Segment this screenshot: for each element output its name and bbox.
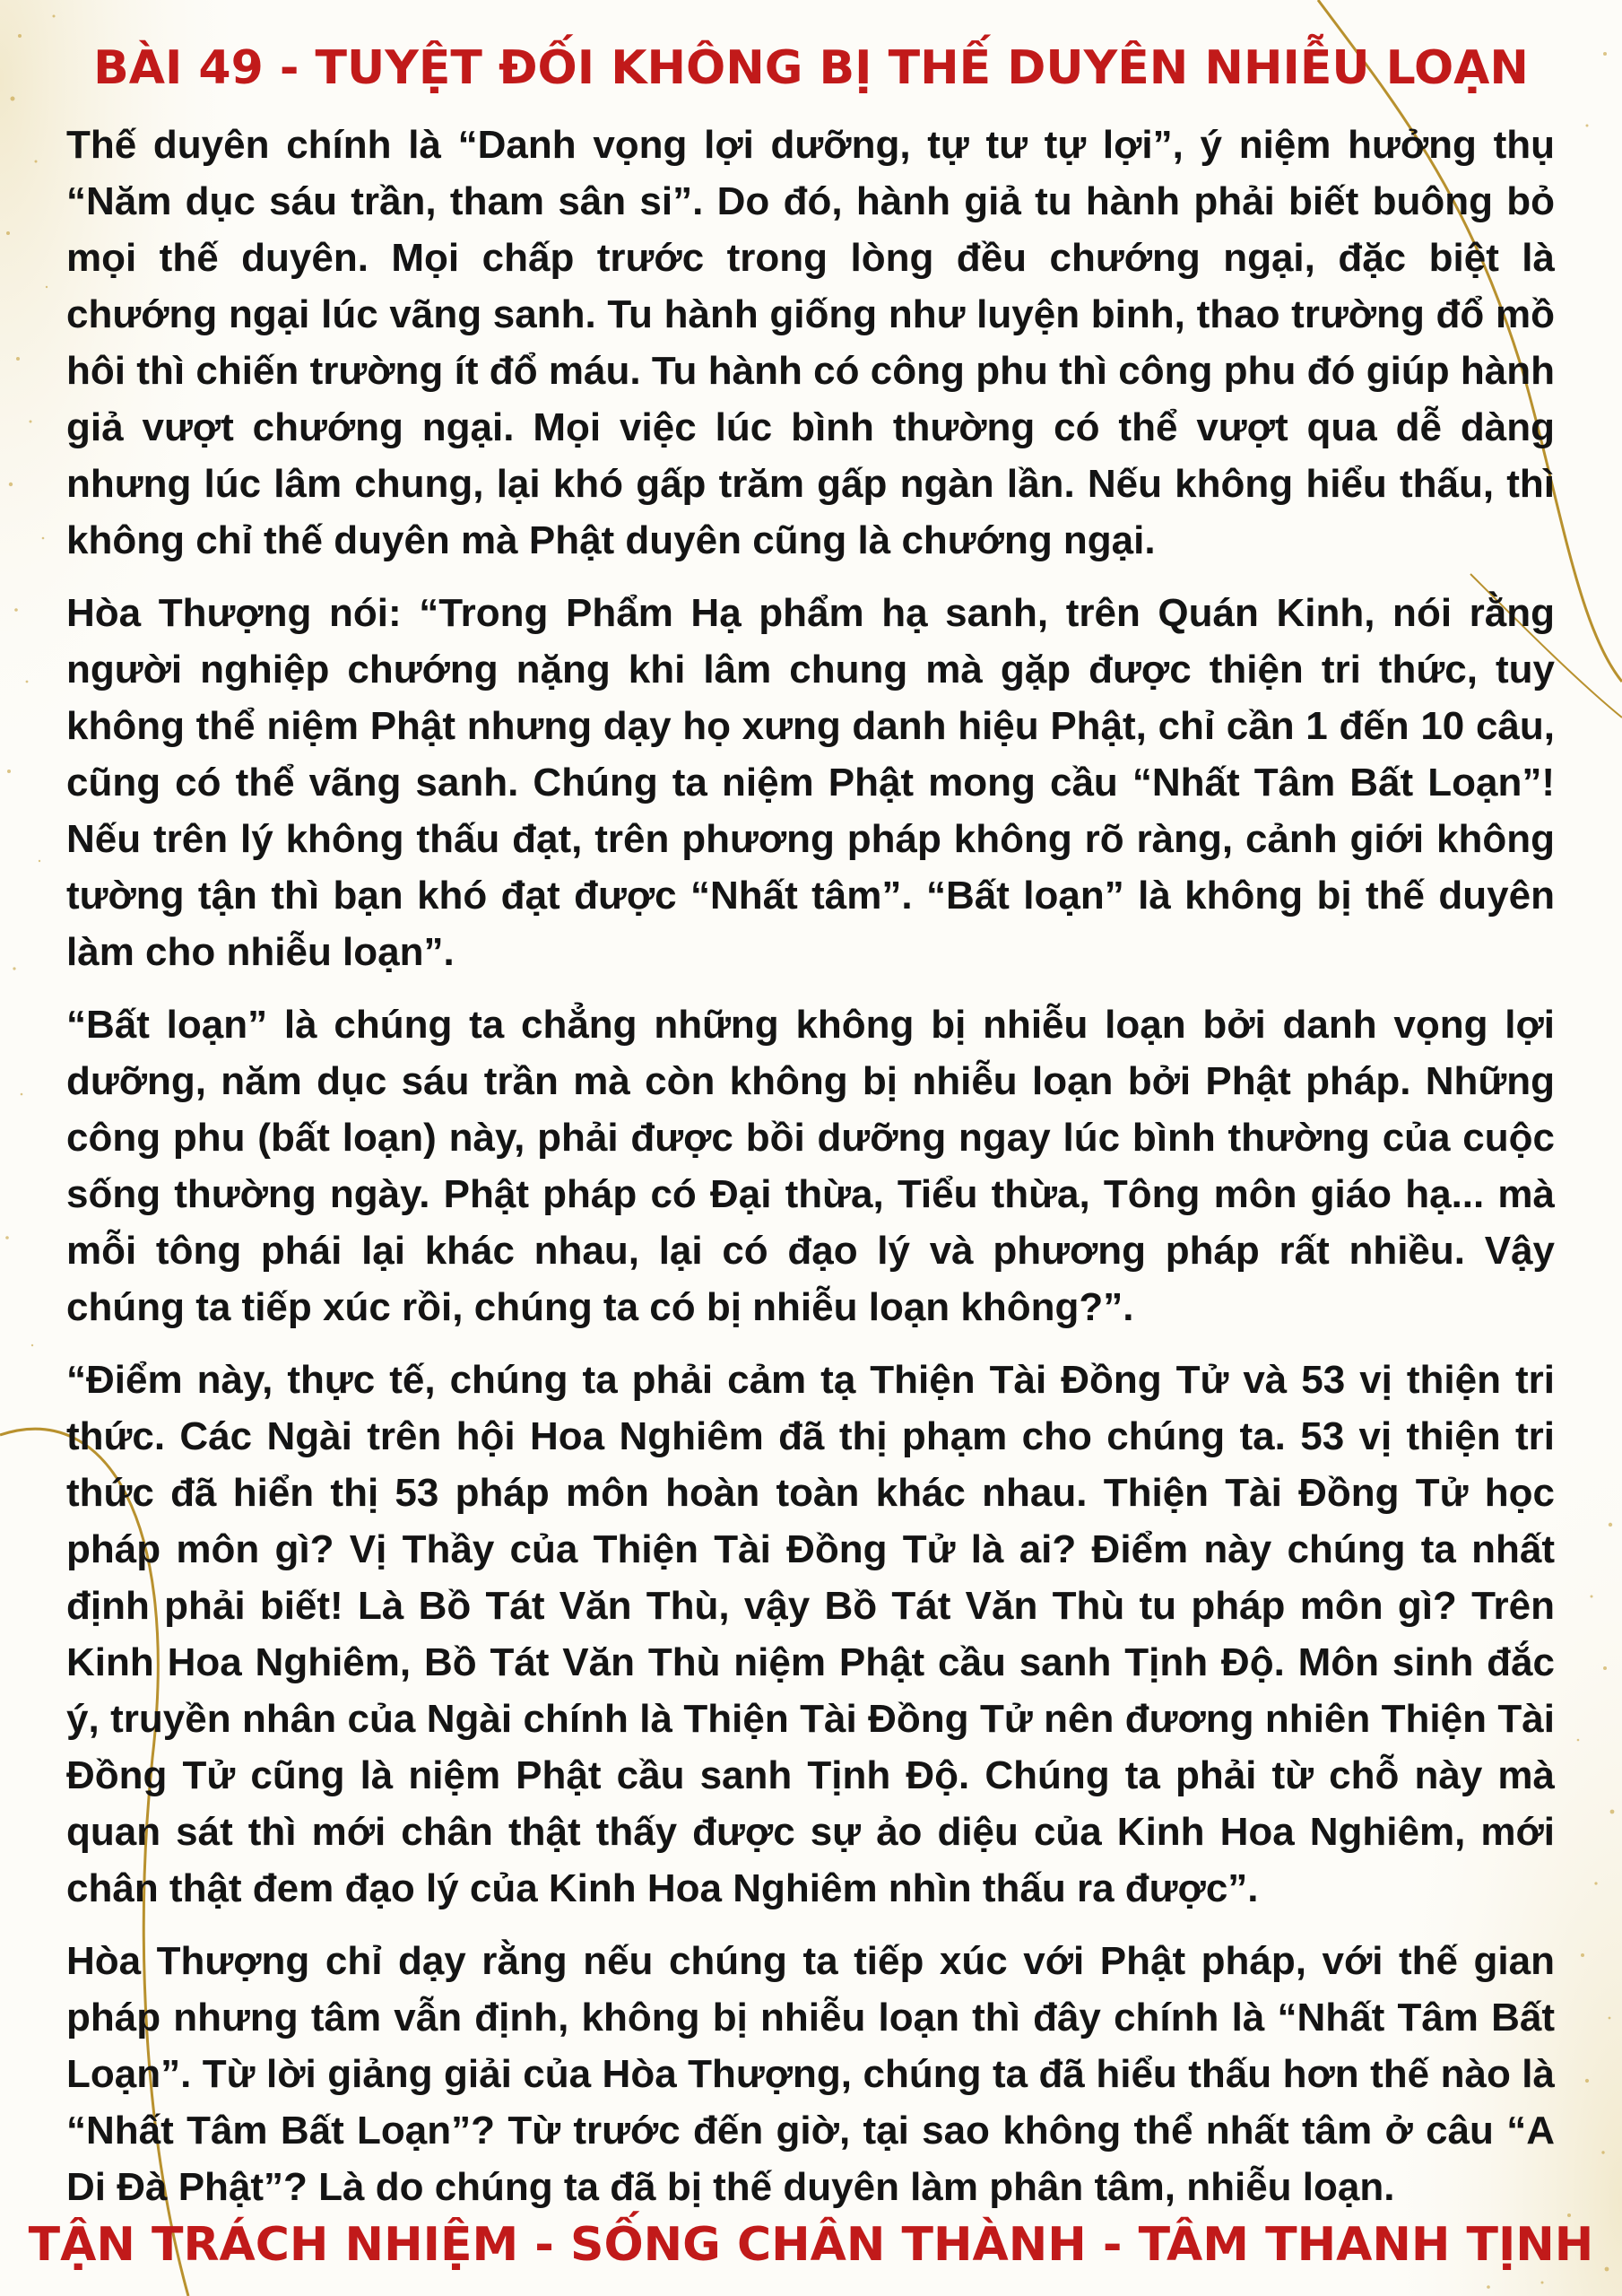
footer-motto: TẬN TRÁCH NHIỆM - SỐNG CHÂN THÀNH - TÂM THANH TỊNH bbox=[28, 2218, 1594, 2272]
paragraph-1: Thế duyên chính là “Danh vọng lợi dưỡng, tự tư tự lợi”, ý niệm hưởng thụ “Năm dục sáu trần, tham sân si”. Do đó, hành giả tu hành phải biết buông bỏ mọi thế duyên. Mọi chấp trước trong lòng đều chướng ngại, đặc biệt là chướng ngại lúc vãng sanh. Tu hành giống như luyện binh, thao trường đổ mồ hôi thì chiến trường ít đổ máu. Tu hành có công phu thì công phu đó giúp hành giả vượt chướng ngại. Mọi việc lúc bình thường có thể vượt qua dễ dàng nhưng lúc lâm chung, lại khó gấp trăm gấp ngàn lần. Nếu không hiểu thấu, thì không chỉ thế duyên mà Phật duyên cũng là chướng ngại. bbox=[66, 123, 1555, 562]
paragraph-5: Hòa Thượng chỉ dạy rằng nếu chúng ta tiếp xúc với Phật pháp, với thế gian pháp nhưng tâm vẫn định, không bị nhiễu loạn thì đây chính là “Nhất Tâm Bất Loạn”. Từ lời giảng giải của Hòa Thượng, chúng ta đã hiểu thấu hơn thế nào là “Nhất Tâm Bất Loạn”? Từ trước đến giờ, tại sao không thể nhất tâm ở câu “A Di Đà Phật”? Là do chúng ta đã bị thế duyên làm phân tâm, nhiễu loạn. bbox=[66, 1939, 1555, 2209]
paragraph-2: Hòa Thượng nói: “Trong Phẩm Hạ phẩm hạ sanh, trên Quán Kinh, nói rằng người nghiệp chướng nặng khi lâm chung mà gặp được thiện tri thức, tuy không thể niệm Phật nhưng dạy họ xưng danh hiệu Phật, chỉ cần 1 đến 10 câu, cũng có thể vãng sanh. Chúng ta niệm Phật mong cầu “Nhất Tâm Bất Loạn”! Nếu trên lý không thấu đạt, trên phương pháp không rõ ràng, cảnh giới không tường tận thì bạn khó đạt được “Nhất tâm”. “Bất loạn” là không bị thế duyên làm cho nhiễu loạn”. bbox=[66, 591, 1555, 974]
page-title: BÀI 49 - TUYỆT ĐỐI KHÔNG BỊ THẾ DUYÊN NHIỄU LOẠN bbox=[93, 41, 1529, 95]
paragraph-4: “Điểm này, thực tế, chúng ta phải cảm tạ Thiện Tài Đồng Tử và 53 vị thiện tri thức. Các Ngài trên hội Hoa Nghiêm đã thị phạm cho chúng ta. 53 vị thiện tri thức đã hiển thị 53 pháp môn hoàn toàn khác nhau. Thiện Tài Đồng Tử học pháp môn gì? Vị Thầy của Thiện Tài Đồng Tử là ai? Điểm này chúng ta nhất định phải biết! Là Bồ Tát Văn Thù, vậy Bồ Tát Văn Thù tu pháp môn gì? Trên Kinh Hoa Nghiêm, Bồ Tát Văn Thù niệm Phật cầu sanh Tịnh Độ. Môn sinh đắc ý, truyền nhân của Ngài chính là Thiện Tài Đồng Tử nên đương nhiên Thiện Tài Đồng Tử cũng là niệm Phật cầu sanh Tịnh Độ. Chúng ta phải từ chỗ này mà quan sát thì mới chân thật thấy được sự ảo diệu của Kinh Hoa Nghiêm, mới chân thật đem đạo lý của Kinh Hoa Nghiêm nhìn thấu ra được”. bbox=[66, 1358, 1555, 1910]
paragraph-3: “Bất loạn” là chúng ta chẳng những không bị nhiễu loạn bởi danh vọng lợi dưỡng, năm dục sáu trần mà còn không bị nhiễu loạn bởi Phật pháp. Những công phu (bất loạn) này, phải được bồi dưỡng ngay lúc bình thường của cuộc sống thường ngày. Phật pháp có Đại thừa, Tiểu thừa, Tông môn giáo hạ... mà mỗi tông phái lại khác nhau, lại có đạo lý và phương pháp rất nhiều. Vậy chúng ta tiếp xúc rồi, chúng ta có bị nhiễu loạn không?”. bbox=[66, 1003, 1555, 1329]
article-body bbox=[66, 117, 1555, 2231]
